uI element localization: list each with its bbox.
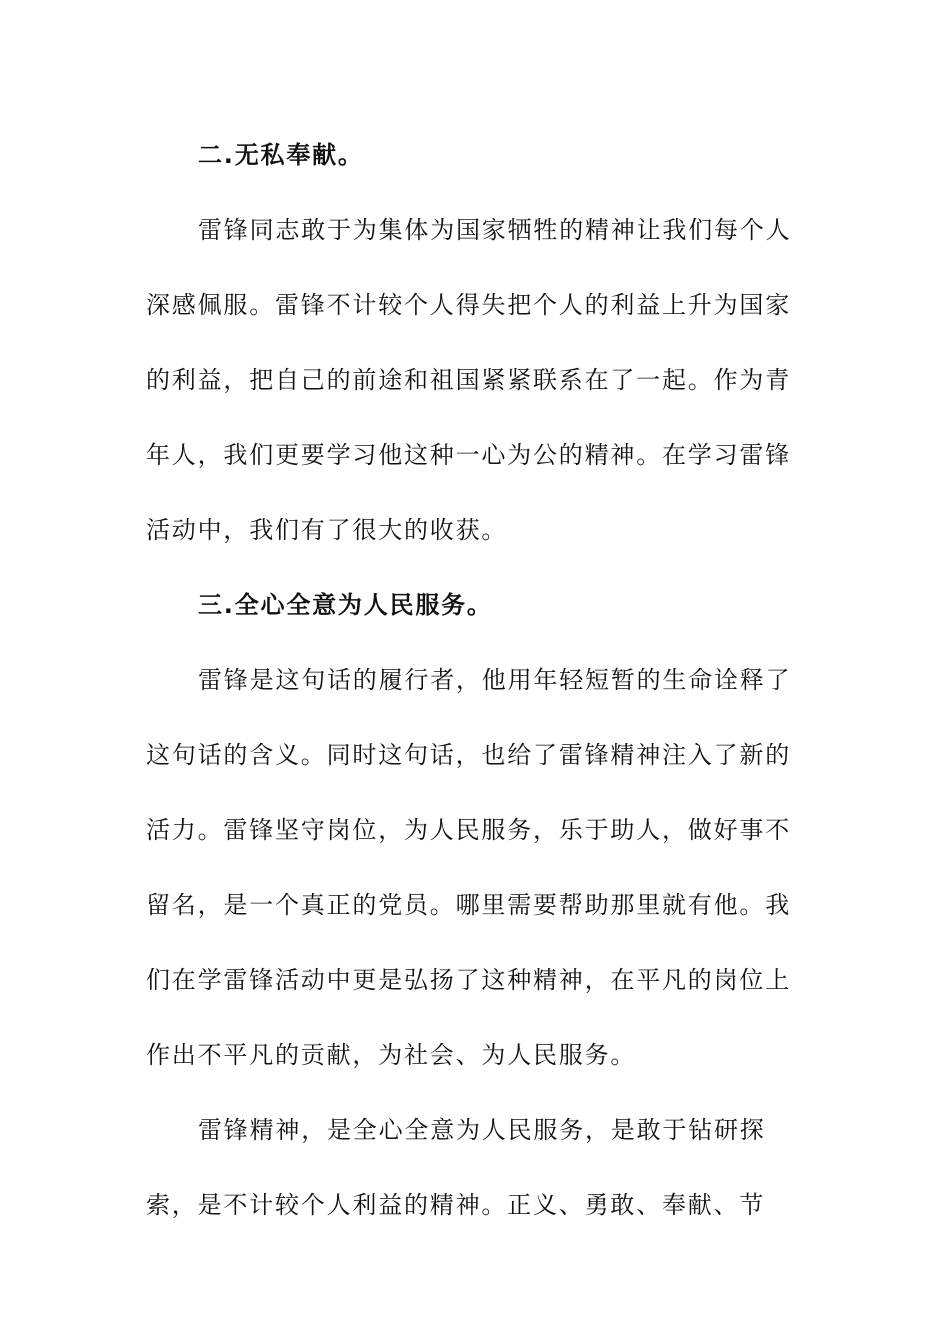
paragraph-line: 雷锋精神，是全心全意为人民服务，是敢于钻研探 bbox=[198, 1116, 766, 1144]
paragraph-line: 雷锋是这句话的履行者，他用年轻短暂的生命诠释了 bbox=[198, 666, 792, 694]
section-heading-serve-the-people: 三.全心全意为人民服务。 bbox=[198, 591, 493, 619]
paragraph-line: 索，是不计较个人利益的精神。正义、勇敢、奉献、节 bbox=[146, 1191, 766, 1219]
paragraph-line: 雷锋同志敢于为集体为国家牺牲的精神让我们每个人 bbox=[198, 216, 792, 244]
paragraph-line: 们在学雷锋活动中更是弘扬了这种精神，在平凡的岗位上 bbox=[146, 966, 791, 994]
paragraph-line: 留名，是一个真正的党员。哪里需要帮助那里就有他。我 bbox=[146, 891, 791, 919]
paragraph-line: 活动中，我们有了很大的收获。 bbox=[146, 516, 508, 544]
document-page bbox=[146, 118, 792, 1243]
paragraph-line: 作出不平凡的贡献，为社会、为人民服务。 bbox=[146, 1041, 637, 1069]
paragraph-line: 年人，我们更要学习他这种一心为公的精神。在学习雷锋 bbox=[146, 441, 791, 469]
paragraph-line: 活力。雷锋坚守岗位，为人民服务，乐于助人，做好事不 bbox=[146, 816, 791, 844]
paragraph-line: 的利益，把自己的前途和祖国紧紧联系在了一起。作为青 bbox=[146, 366, 791, 394]
paragraph-line: 这句话的含义。同时这句话，也给了雷锋精神注入了新的 bbox=[146, 741, 791, 769]
paragraph-line: 深感佩服。雷锋不计较个人得失把个人的利益上升为国家 bbox=[146, 291, 791, 319]
section-heading-selfless-dedication: 二.无私奉献。 bbox=[198, 141, 364, 169]
